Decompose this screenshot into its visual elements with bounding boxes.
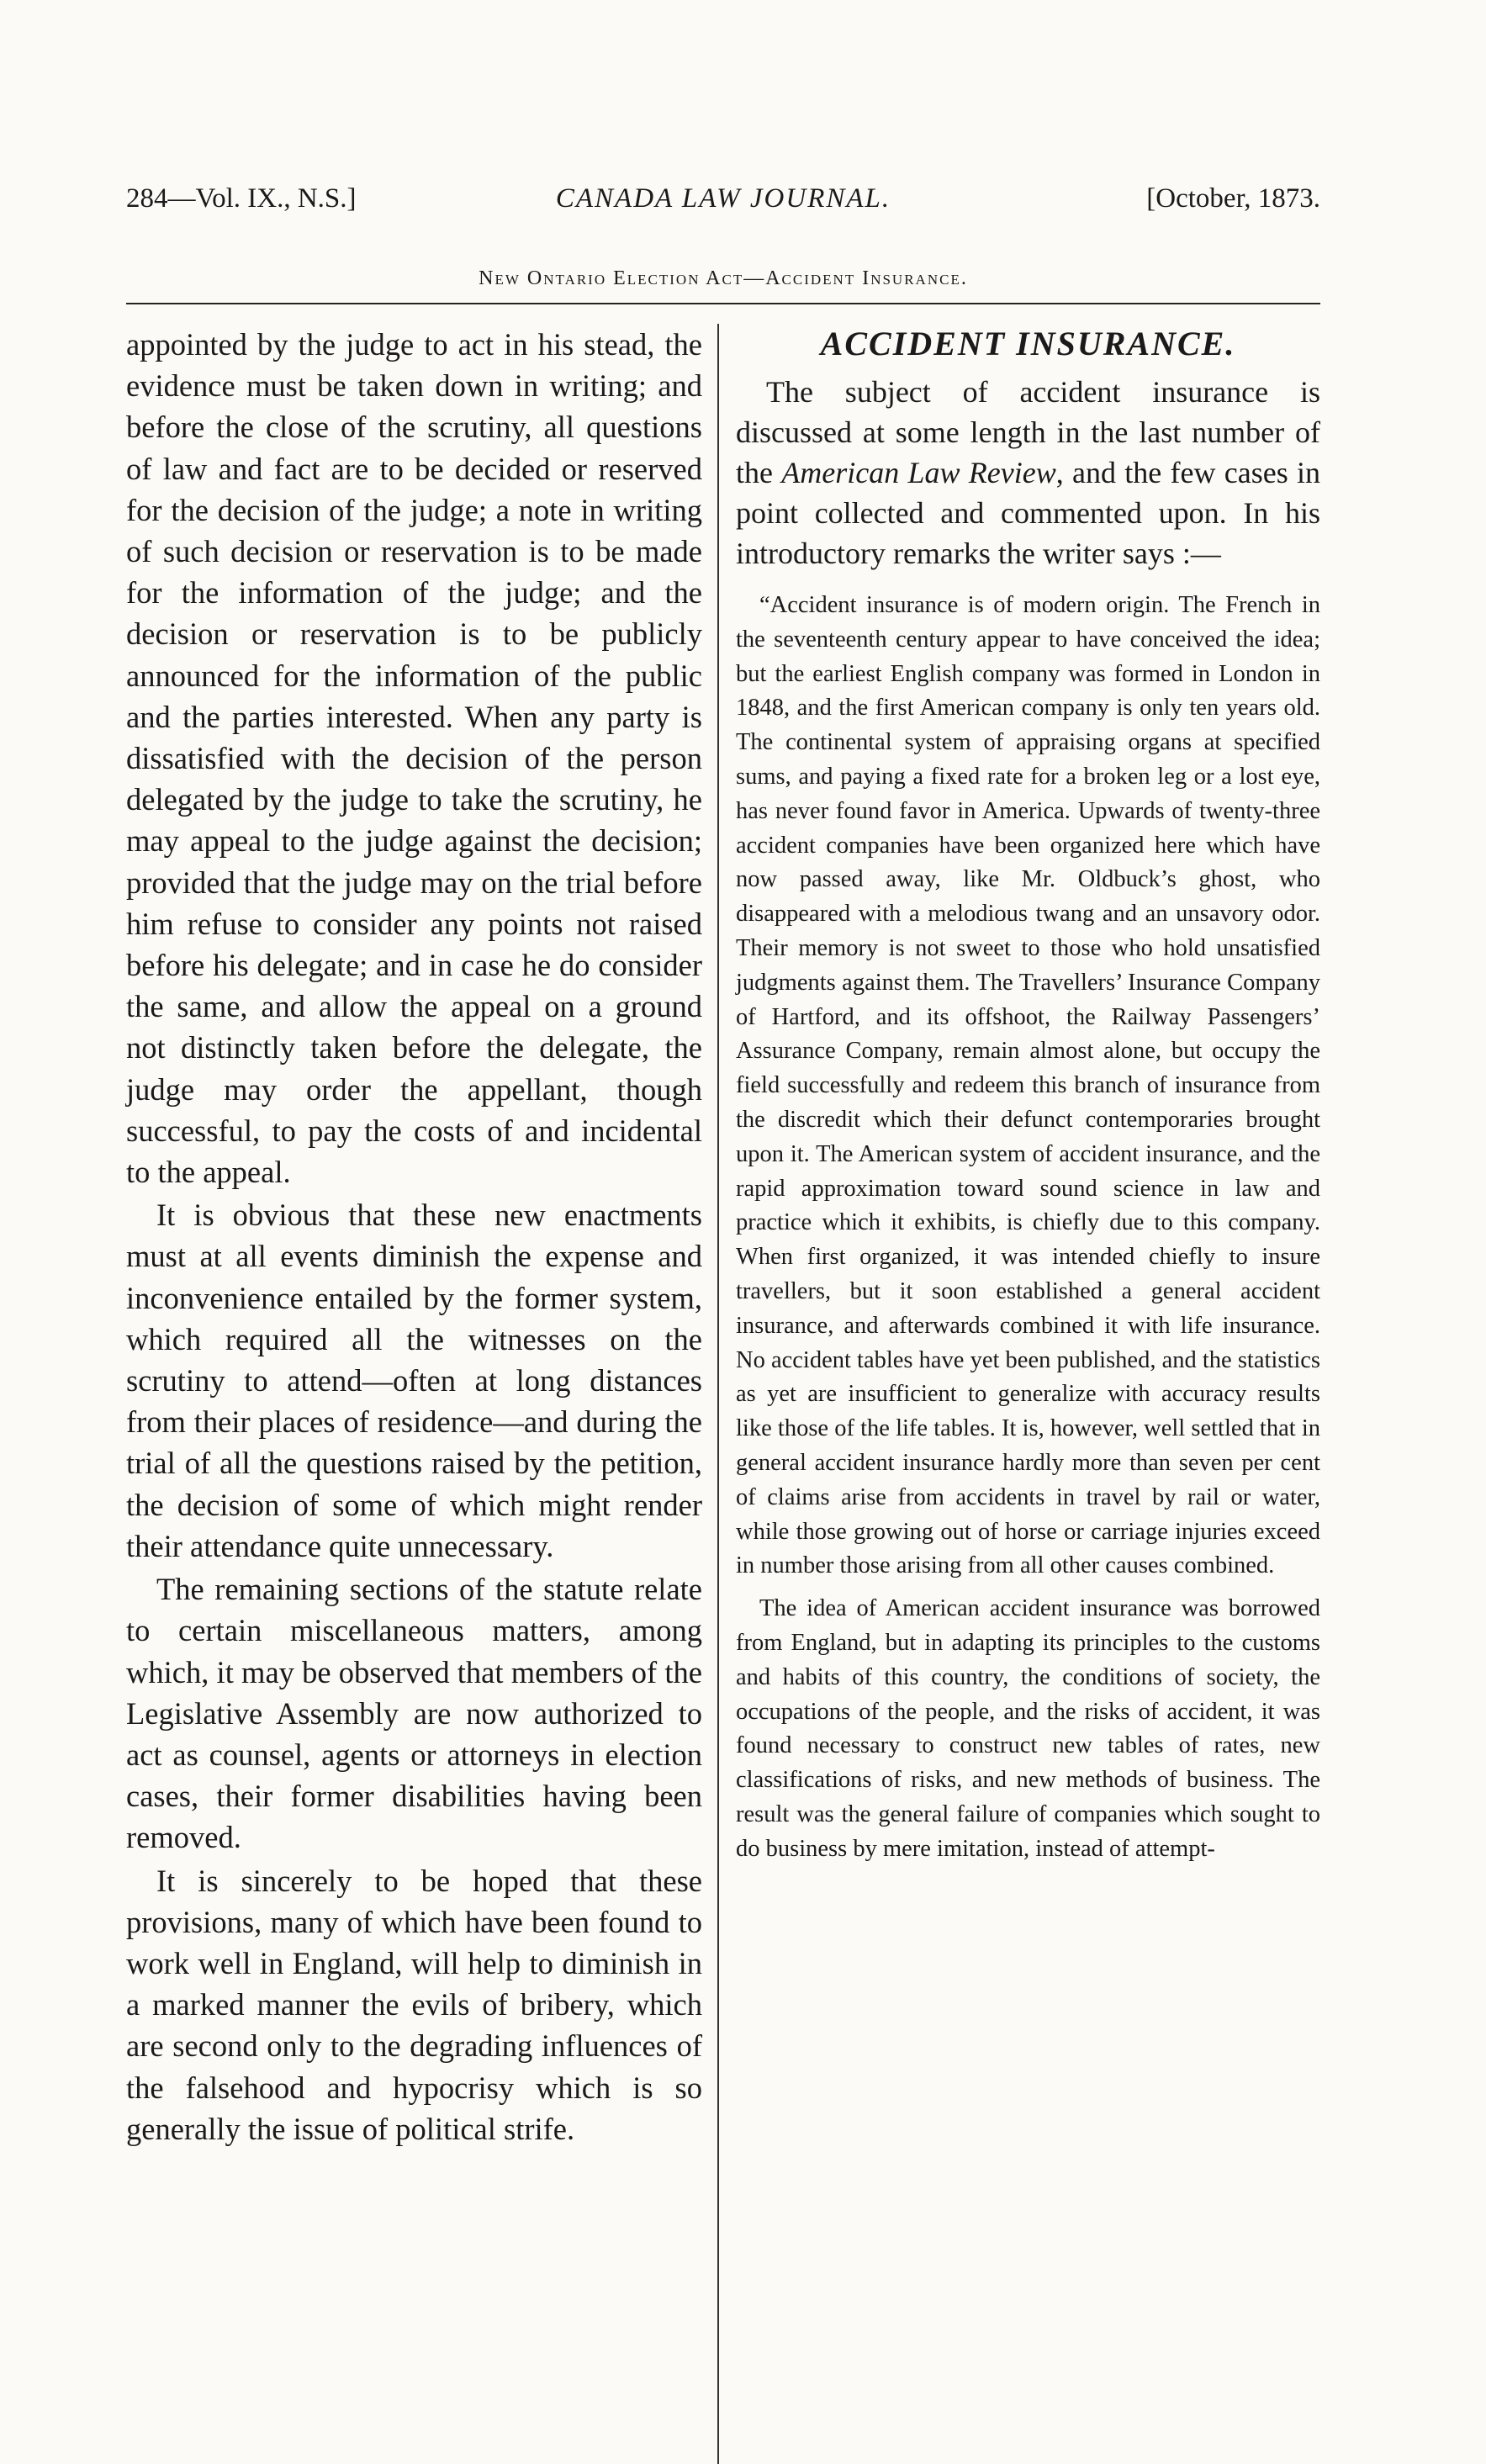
- paragraph: The idea of American accident insurance was borrowed from England, but in adapting its principles to the customs and habits of this country, the conditions of society, the occupations of the people, and the risks of accident, it was found necessary to construct new tables of rates, new classifications of risks, and new methods of business. The result was the general failure of companies which sought to do business by mere imitation, instead of attempt-: [736, 1595, 1320, 1862]
- issue-date: [October, 1873.: [1146, 183, 1320, 214]
- cited-review-title: American Law Review: [781, 456, 1056, 489]
- intro-text: , and the few cases in point collected and commented upon. In his introductory remarks the writer says :—: [736, 456, 1320, 570]
- article-intro: [736, 372, 1320, 574]
- right-column: [736, 324, 1320, 1866]
- intro-text: The subject of accident insurance is discussed at some length in the last number of the: [736, 375, 1320, 489]
- paragraph: appointed by the judge to act in his stead, the evidence must be taken down in writing; and before the close of the scrutiny, all questions of law and fact are to be decided or reserved for the decision of the judge; a note in writing of such decision or reservation is to be made for the information of the judge; and the decision or reservation is to be publicly announced for the information of the public and the parties interested. When any party is dissatisfied with the decision of the person delegated by the judge to take the scrutiny, he may appeal to the judge against the decision; provided that the judge may on the trial before him refuse to consider any points not raised before his delegate; and in case he do consider the same, and allow the appeal on a ground not distinctly taken before the delegate, the judge may order the appellant, though successful, to pay the costs of and incidental to the appeal.: [126, 327, 702, 1190]
- header-rule: [126, 303, 1320, 304]
- journal-page: [126, 177, 1320, 2363]
- running-head: [126, 177, 1320, 227]
- page-volume-label: 284—Vol. IX., N.S.]: [126, 183, 357, 214]
- section-subhead: New Ontario Election Act—Accident Insurance.: [479, 267, 968, 289]
- journal-title: CANADA LAW JOURNAL.: [555, 183, 891, 214]
- paragraph: The remaining sections of the statute relate to certain miscellaneous matters, among which, it may be observed that members of the Legislative Assembly are now authorized to act as counsel, agents or attorneys in election cases, their former disabilities having been removed.: [126, 1572, 702, 1855]
- paragraph: It is sincerely to be hoped that these provisions, many of which have been found to work well in England, will help to diminish in a marked manner the evils of bribery, which are second only to the degrading influences of the falsehood and hypocrisy which is so generally the issue of political strife.: [126, 1863, 702, 2146]
- left-column: [126, 324, 702, 2149]
- block-quote: “Accident insurance is of modern origin. The French in the seventeenth century appear to have conceived the idea; but the earliest English company was formed in London in 1848, and the first American company is only ten years old. The continental system of appraising organs at specified sums, and paying a fixed rate for a broken leg or a lost eye, has never found favor in America. Upwards of twenty-three accident companies have been organized here which have now passed away, like Mr. Oldbuck’s ghost, who disappeared with a melodious twang and an unsavory odor. Their memory is not sweet to those who hold unsatisfied judgments against them. The Travellers’ Insurance Company of Hartford, and its offshoot, the Railway Passengers’ Assurance Company, remain almost alone, but occupy the field successfully and redeem this branch of insurance from the discredit which their defunct contemporaries brought upon it. The American system of accident insurance, and the rapid approximation toward sound science in law and practice which it exhibits, is chiefly due to this company. When first organized, it was intended chiefly to insure travellers, but it soon established a general accident insurance, and afterwards combined it with life insurance. No accident tables have yet been published, and the statistics as yet are insufficient to generalize with accuracy results like those of the life tables. It is, however, well settled that in general accident insurance hardly more than seven per cent of claims arise from accidents in travel by rail or water, while those growing out of horse or carriage injuries exceed in number those arising from all other causes combined.: [736, 592, 1320, 1579]
- article-title: ACCIDENT INSURANCE.: [820, 325, 1236, 362]
- column-divider: [717, 324, 719, 2464]
- paragraph: It is obvious that these new enactments must at all events diminish the expense and inconvenience entailed by the former system, which required all the witnesses on the scrutiny to attend—often at long distances from their places of residence—and during the trial of all the questions raised by the petition, the decision of some of which might render their attendance quite unnecessary.: [126, 1198, 702, 1563]
